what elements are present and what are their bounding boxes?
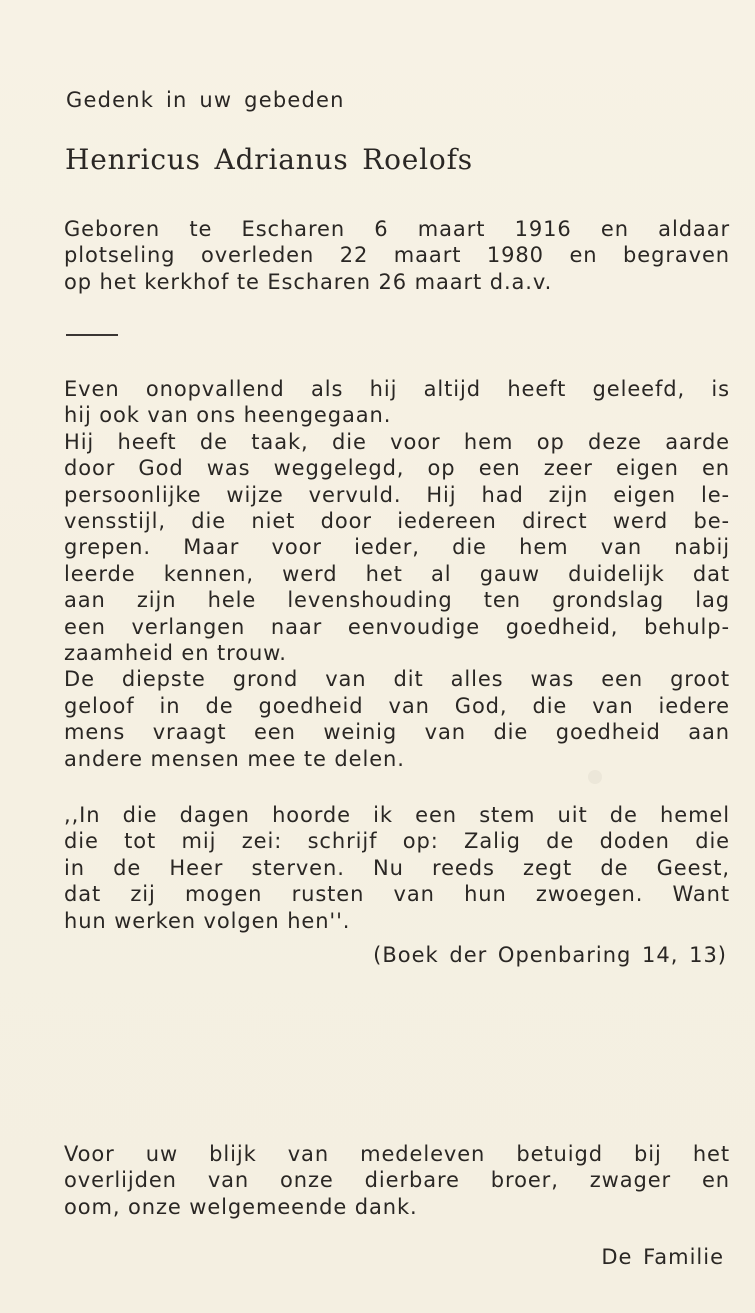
- tribute-line: door God was weggelegd, op een zeer eigen en: [64, 456, 730, 481]
- quote-line: ,,In die dagen hoorde ik een stem uit de hemel: [64, 803, 730, 827]
- quote-line: hun werken volgen hen''.: [64, 908, 351, 933]
- thanks-line: oom, onze welgemeende dank.: [64, 1194, 418, 1219]
- tribute-line: Even onopvallend als hij altijd heeft geleefd, is: [64, 377, 730, 401]
- biography-line: op het kerkhof te Escharen 26 maart d.a.v.: [64, 269, 553, 294]
- deceased-name: Henricus Adrianus Roelofs: [65, 143, 473, 176]
- section-divider: [66, 334, 118, 336]
- tribute-line: De diepste grond van dit alles was een groot: [64, 667, 730, 692]
- intro-line: Gedenk in uw gebeden: [66, 88, 345, 112]
- tribute-paragraph: [64, 376, 730, 772]
- biography-line: Geboren te Escharen 6 maart 1916 en aldaar: [64, 217, 730, 241]
- tribute-line: vensstijl, die niet door iedereen direct werd be-: [64, 509, 730, 534]
- biography-paragraph: [64, 216, 730, 295]
- tribute-line: persoonlijke wijze vervuld. Hij had zijn eigen le-: [64, 482, 730, 507]
- quote-line: in de Heer sterven. Nu reeds zegt de Geest,: [64, 855, 730, 880]
- tribute-line: zaamheid en trouw.: [64, 641, 287, 666]
- tribute-line: een verlangen naar eenvoudige goedheid, behulp-: [64, 614, 730, 639]
- tribute-line: hij ook van ons heengegaan.: [64, 403, 392, 428]
- quote-reference: (Boek der Openbaring 14, 13): [373, 943, 727, 967]
- quote-line: dat zij mogen rusten van hun zwoegen. Want: [64, 882, 730, 907]
- tribute-line: andere mensen mee te delen.: [64, 746, 405, 771]
- biography-line: plotseling overleden 22 maart 1980 en begraven: [64, 243, 730, 268]
- thanks-line: overlijden van onze dierbare broer, zwager en: [64, 1168, 730, 1193]
- scripture-quote: [64, 802, 730, 934]
- tribute-line: leerde kennen, werd het al gauw duidelijk dat: [64, 561, 730, 586]
- tribute-line: mens vraagt een weinig van die goedheid aan: [64, 720, 730, 745]
- quote-line: die tot mij zei: schrijf op: Zalig de doden die: [64, 829, 730, 854]
- tribute-line: aan zijn hele levenshouding ten grondslag lag: [64, 588, 730, 613]
- tribute-line: Hij heeft de taak, die voor hem op deze aarde: [64, 429, 730, 454]
- thanks-paragraph: [64, 1141, 730, 1220]
- signature: De Familie: [601, 1245, 724, 1269]
- tribute-line: geloof in de goedheid van God, die van iedere: [64, 693, 730, 718]
- paper-spot: [588, 770, 602, 784]
- thanks-line: Voor uw blijk van medeleven betuigd bij het: [64, 1142, 730, 1166]
- tribute-line: grepen. Maar voor ieder, die hem van nabij: [64, 535, 730, 560]
